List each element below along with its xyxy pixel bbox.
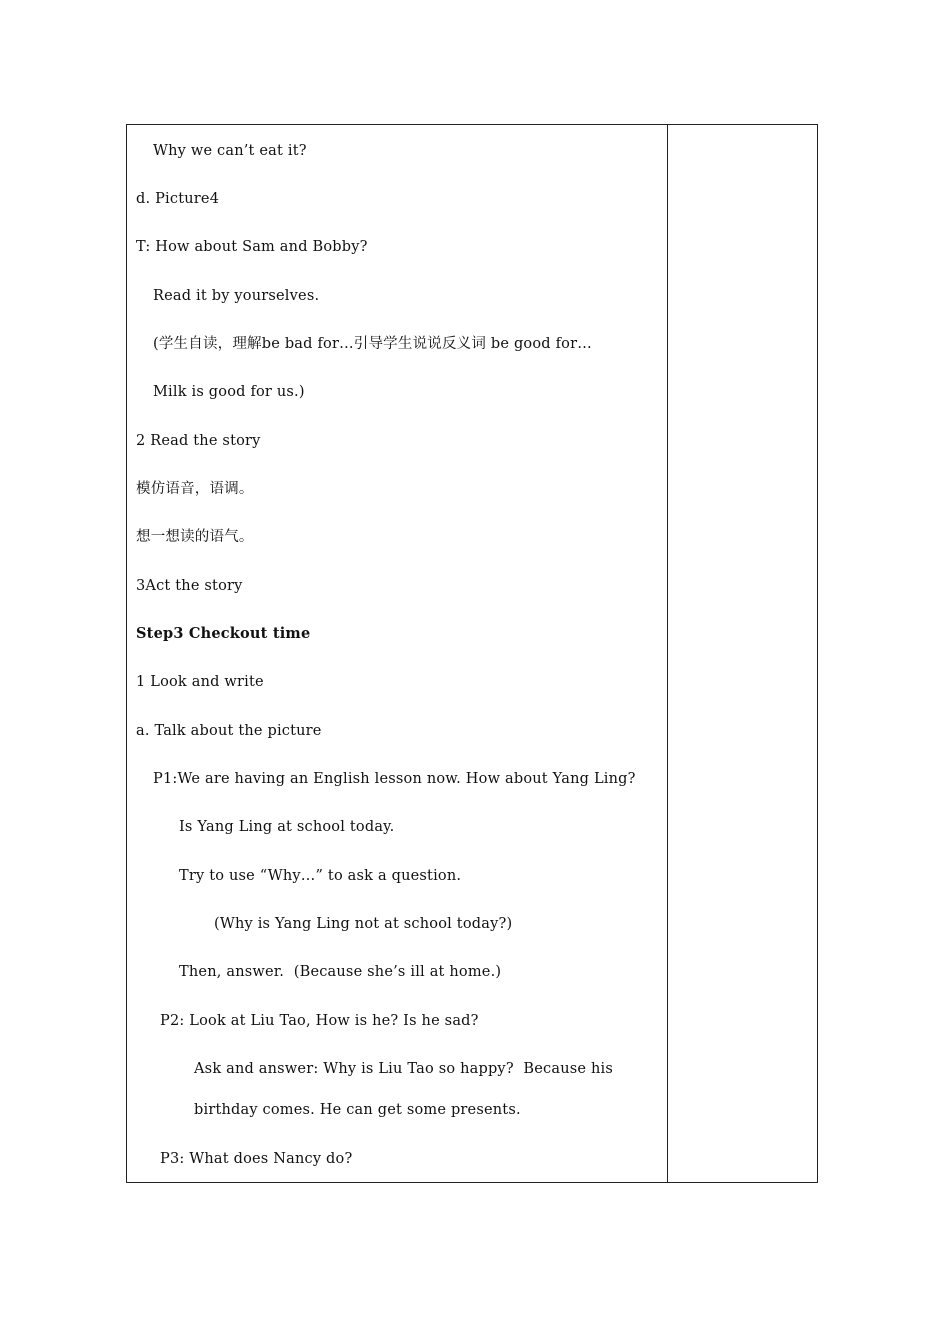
text-line: P2: Look at Liu Tao, How is he? Is he sad? [160, 1013, 479, 1029]
text-line: Is Yang Ling at school today. [179, 819, 395, 835]
text-line: P3: What does Nancy do? [160, 1151, 353, 1167]
lesson-plan-table [126, 124, 818, 1183]
text-line: (学生自读，理解be bad for…引导学生说说反义词 be good for… [153, 336, 592, 352]
text-line: Ask and answer: Why is Liu Tao so happy? Because his [194, 1061, 613, 1077]
text-line: Step3 Checkout time [136, 625, 311, 642]
text-line: 1 Look and write [136, 674, 264, 690]
text-line: T: How about Sam and Bobby? [136, 239, 368, 255]
text-line: 2 Read the story [136, 433, 261, 449]
text-line: birthday comes. He can get some presents. [194, 1102, 521, 1118]
text-line: Read it by yourselves. [153, 288, 320, 304]
text-line: 3Act the story [136, 578, 243, 594]
text-line: Then, answer. (Because she’s ill at home.) [179, 964, 502, 980]
text-line: P1:We are having an English lesson now. How about Yang Ling? [153, 771, 636, 787]
text-line: d. Picture4 [136, 191, 220, 207]
text-line: Try to use “Why…” to ask a question. [179, 868, 462, 884]
text-line: (Why is Yang Ling not at school today?) [214, 916, 513, 932]
text-line: 想一想读的语气。 [136, 529, 254, 545]
text-line: 模仿语音，语调。 [136, 481, 254, 497]
notes-cell [668, 125, 817, 1182]
text-line: Milk is good for us.) [153, 384, 305, 400]
text-line: Why we can’t eat it? [153, 143, 307, 159]
text-line: a. Talk about the picture [136, 723, 322, 739]
